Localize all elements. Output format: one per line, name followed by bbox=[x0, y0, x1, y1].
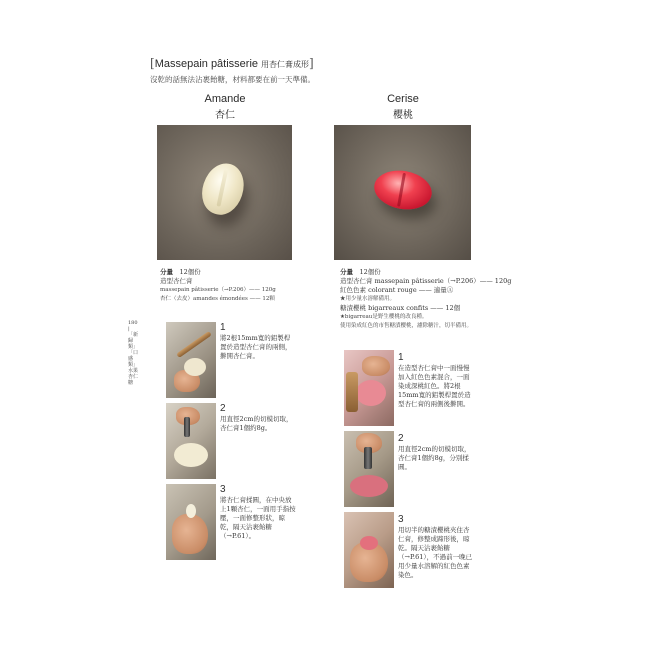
pink-dough bbox=[350, 475, 388, 497]
cherry-candy bbox=[371, 166, 435, 213]
cherry-note1: ★用少量水溶解備用。 bbox=[340, 296, 396, 302]
section-header bbox=[150, 56, 314, 70]
cherry-step2-num: 2 bbox=[398, 433, 404, 444]
cherry-step2-text: 用直徑2cm的切模切取，杏仁膏1個約8g，分別揉圓。 bbox=[398, 445, 471, 471]
cherry-step1-text: 在造型杏仁膏中一面慢慢加入紅色色素混合，一面染成深桃紅色。將2根15mm寬的鋁製桿置於造型杏仁膏的兩側後擀開。 bbox=[398, 364, 471, 408]
almond-step1-num: 1 bbox=[220, 322, 226, 333]
hand bbox=[362, 356, 390, 376]
cherry-step1-num: 1 bbox=[398, 352, 404, 363]
almond-yield-value: 12個份 bbox=[179, 268, 201, 276]
almond-ing1-name: 造型杏仁膏 bbox=[160, 277, 193, 285]
almond-step3-num: 3 bbox=[220, 484, 226, 495]
cherry-ingredients bbox=[340, 268, 520, 331]
header-title-zh: 用杏仁膏成形 bbox=[261, 60, 310, 69]
almond-title-zh: 杏仁 bbox=[215, 110, 235, 121]
cherry-photo bbox=[334, 125, 471, 260]
cutter bbox=[184, 417, 190, 437]
cherry-step3-photo bbox=[344, 512, 394, 588]
almond-title-fr: Amande bbox=[204, 93, 246, 105]
almond-step3-photo bbox=[166, 484, 216, 560]
rolling-pin bbox=[176, 331, 212, 358]
header-title-fr: Massepain pâtisserie bbox=[154, 58, 259, 70]
almond-step2-num: 2 bbox=[220, 403, 226, 414]
rolling-pin bbox=[346, 372, 358, 412]
cherry-step3-num: 3 bbox=[398, 514, 404, 525]
almond-ing1-detail: massepain pâtisserie（→P.206）—— 120g bbox=[160, 287, 276, 293]
cherry-step3-text: 用切半的糖漬櫻桃夾住杏仁膏，修整成蹄形後，晾乾。隔天沾裹飴糖（→P.61），不過前一晚已用少量水溶解的紅色色素染色。 bbox=[398, 526, 473, 579]
header-subtitle: 沒乾的話無法沾裹飴糖，材料都要在前一天準備。 bbox=[150, 75, 315, 84]
cherry-title-fr: Cerise bbox=[387, 93, 419, 105]
pink-dough bbox=[356, 380, 386, 406]
almond-ing2: 杏仁（去皮）amandes émondées —— 12顆 bbox=[160, 296, 275, 302]
cherry-step2-photo bbox=[344, 431, 394, 507]
cherry-ing3: 糖漬櫻桃 bigarreaux confits —— 12個 bbox=[340, 304, 461, 312]
hand bbox=[172, 514, 208, 554]
side-label: 180 | 「新歸類」「口感類」 水果杏仁糖 bbox=[128, 320, 139, 386]
almond-yield-label: 分量 bbox=[160, 268, 173, 276]
cherry-piece bbox=[360, 536, 378, 550]
dough bbox=[184, 358, 206, 376]
bracket-left: [ bbox=[150, 56, 155, 70]
almond-step3-text: 將杏仁膏揉圓，在中央放上1顆杏仁，一面用手指按壓，一面修整形狀，晾乾，隔天沾裹飴糖（→P.61）。 bbox=[220, 496, 296, 540]
almond-step2-photo bbox=[166, 403, 216, 479]
cherry-ing2: 紅色色素 colorant rouge —— 適量Ⓐ bbox=[340, 286, 454, 294]
cherry-ing1: 造型杏仁膏 massepain pâtisserie（→P.206）—— 120g bbox=[340, 277, 512, 285]
cherry-yield-label: 分量 bbox=[340, 268, 353, 276]
almond-step1-photo bbox=[166, 322, 216, 398]
cherry-step1-photo bbox=[344, 350, 394, 426]
cherry-yield-value: 12個份 bbox=[359, 268, 381, 276]
almond-photo bbox=[157, 125, 292, 260]
almond-step1-text: 將2根15mm寬的鋁製桿置於造型杏仁膏的兩側，擀開杏仁膏。 bbox=[220, 334, 292, 360]
cutter bbox=[364, 447, 372, 469]
almond-candy bbox=[196, 158, 250, 220]
cherry-note2: ★bigarreau是野生櫻桃的改良種。 bbox=[340, 314, 428, 320]
almond-piece bbox=[186, 504, 196, 518]
dough-rounds bbox=[174, 443, 208, 467]
cherry-note3: 使用染成紅色的市售糖漬櫻桃，濾除糖汁，切半備用。 bbox=[340, 323, 473, 329]
almond-ingredients bbox=[160, 268, 330, 304]
bracket-right: ] bbox=[309, 56, 314, 70]
almond-step2-text: 用直徑2cm的切模切取，杏仁膏1個約8g。 bbox=[220, 415, 293, 432]
cherry-title-zh: 櫻桃 bbox=[393, 110, 413, 121]
